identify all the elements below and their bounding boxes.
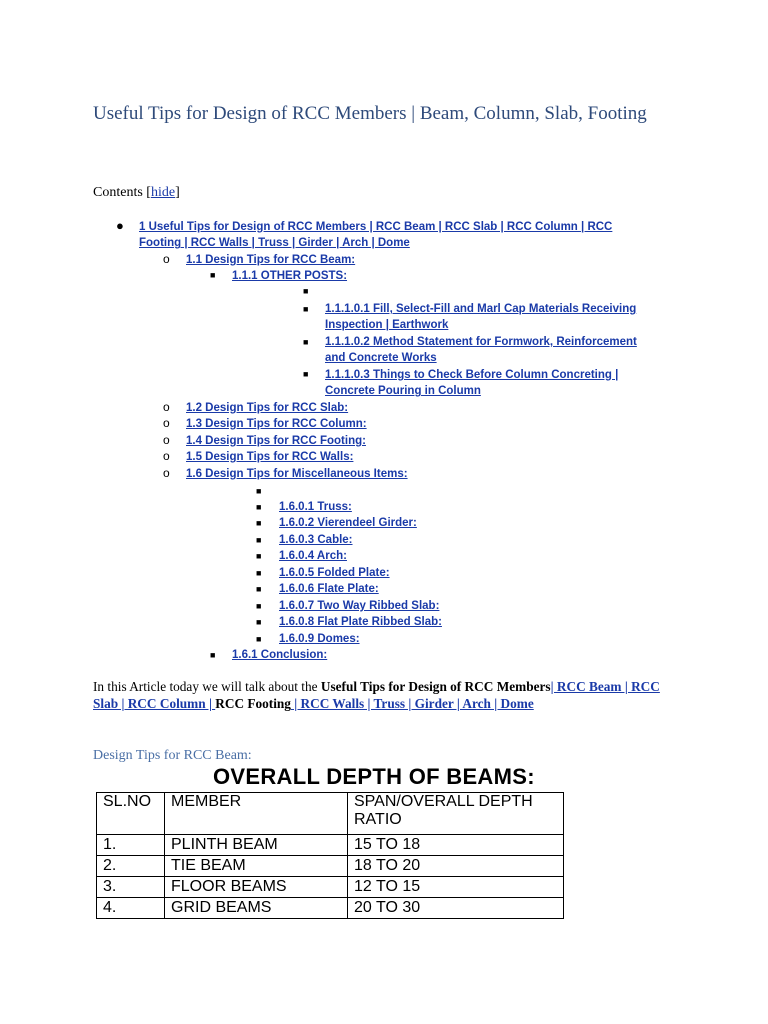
- toc-link-cont[interactable]: Inspection | Earthwork: [325, 319, 449, 332]
- square-bullet-icon: ■: [256, 584, 262, 594]
- toc-link[interactable]: 1.1.1.0.3 Things to Check Before Column Concreting |: [325, 369, 619, 381]
- toc-link[interactable]: 1.6.1 Conclusion:: [232, 649, 328, 661]
- toc-item[interactable]: [186, 416, 367, 432]
- square-bullet-icon: ■: [256, 518, 262, 528]
- table-cell: 18 TO 20: [348, 856, 564, 877]
- square-bullet-icon: ■: [256, 568, 262, 578]
- toc-item[interactable]: [186, 449, 353, 465]
- article-title: Useful Tips for Design of RCC Members | Beam, Column, Slab, Footing: [93, 103, 647, 124]
- square-bullet-icon: ■: [256, 617, 262, 627]
- table-header-cell: MEMBER: [165, 793, 348, 835]
- table-row: [97, 835, 564, 856]
- table-cell: 4.: [97, 898, 165, 919]
- toc-item[interactable]: [279, 499, 352, 515]
- toc-item[interactable]: [186, 433, 366, 449]
- toc-link[interactable]: 1.6.0.1 Truss:: [279, 501, 352, 513]
- intro-link-1[interactable]: | RCC Beam | RCC Slab | RCC Column |: [93, 679, 660, 711]
- intro-paragraph: [93, 679, 683, 712]
- square-bullet-icon: ■: [210, 650, 216, 660]
- section-heading: Design Tips for RCC Beam:: [93, 748, 252, 763]
- contents-label: Contents [: [93, 185, 151, 200]
- square-bullet-icon: ■: [256, 535, 262, 545]
- intro-bold-title: Useful Tips for Design of RCC Members: [320, 679, 551, 694]
- toc-link[interactable]: 1 Useful Tips for Design of RCC Members | RCC Beam | RCC Slab | RCC Column | RCC: [139, 221, 613, 233]
- toc-item[interactable]: [186, 400, 348, 416]
- toc-item[interactable]: [279, 515, 417, 531]
- table-cell: PLINTH BEAM: [165, 835, 348, 856]
- table-cell: 2.: [97, 856, 165, 877]
- toc-item[interactable]: [279, 581, 379, 597]
- toc-item[interactable]: [279, 532, 353, 548]
- table-row: [97, 877, 564, 898]
- toc-item[interactable]: [325, 334, 685, 367]
- circle-bullet-icon: o: [163, 466, 170, 480]
- toc-item[interactable]: [279, 631, 360, 647]
- table-row: [97, 856, 564, 877]
- toc-link[interactable]: 1.6 Design Tips for Miscellaneous Items:: [186, 468, 408, 480]
- toc-item[interactable]: [279, 548, 347, 564]
- toc-item[interactable]: [279, 598, 439, 614]
- table-title-suffix: :: [527, 764, 535, 789]
- disc-bullet-icon: ●: [116, 218, 124, 233]
- toc-link[interactable]: 1.6.0.8 Flat Plate Ribbed Slab:: [279, 616, 442, 628]
- square-bullet-icon: ■: [256, 551, 262, 561]
- toc-item[interactable]: [325, 367, 685, 400]
- intro-prefix: In this Article today we will talk about the: [93, 679, 321, 694]
- toc-link[interactable]: 1.6.0.6 Flate Plate:: [279, 583, 379, 595]
- square-bullet-icon: ■: [303, 304, 309, 314]
- table-header-cell: SPAN/OVERALL DEPTH RATIO: [348, 793, 564, 835]
- intro-link-2[interactable]: | RCC Walls | Truss | Girder | Arch | Dome: [290, 695, 534, 711]
- square-bullet-icon: ■: [303, 369, 309, 379]
- toc-link[interactable]: 1.1.1.0.1 Fill, Select-Fill and Marl Cap Materials Receiving: [325, 303, 637, 315]
- toc-item[interactable]: [325, 301, 685, 334]
- table-title-text: OVERALL DEPTH OF BEAMS: [213, 764, 528, 789]
- toc-item[interactable]: [232, 647, 327, 663]
- table-cell: FLOOR BEAMS: [165, 877, 348, 898]
- toc-link[interactable]: 1.4 Design Tips for RCC Footing:: [186, 435, 366, 447]
- table-cell: 12 TO 15: [348, 877, 564, 898]
- toc-item[interactable]: [186, 466, 408, 482]
- table-cell: 1.: [97, 835, 165, 856]
- toc-link[interactable]: 1.2 Design Tips for RCC Slab:: [186, 402, 349, 414]
- toc-link[interactable]: 1.6.0.3 Cable:: [279, 534, 353, 546]
- hide-toc-link[interactable]: hide: [150, 185, 176, 200]
- toc-link[interactable]: 1.1.1.0.2 Method Statement for Formwork, Reinforcement: [325, 336, 637, 348]
- toc-link[interactable]: 1.6.0.2 Vierendeel Girder:: [279, 517, 417, 529]
- square-bullet-icon: ■: [256, 502, 262, 512]
- circle-bullet-icon: o: [163, 433, 170, 447]
- toc-link[interactable]: 1.1 Design Tips for RCC Beam:: [186, 254, 356, 266]
- toc-item[interactable]: [186, 252, 355, 268]
- toc-link[interactable]: 1.1.1 OTHER POSTS:: [232, 270, 348, 282]
- toc-item[interactable]: [232, 268, 347, 284]
- toc-item[interactable]: [139, 219, 639, 252]
- table-of-contents-header: [93, 185, 180, 201]
- toc-link[interactable]: 1.6.0.7 Two Way Ribbed Slab:: [279, 600, 440, 612]
- circle-bullet-icon: o: [163, 449, 170, 463]
- square-bullet-icon: ■: [256, 634, 262, 644]
- table-row: [97, 898, 564, 919]
- toc-link[interactable]: 1.6.0.4 Arch:: [279, 550, 347, 562]
- circle-bullet-icon: o: [163, 252, 170, 266]
- table-cell: TIE BEAM: [165, 856, 348, 877]
- circle-bullet-icon: o: [163, 416, 170, 430]
- square-bullet-icon: ■: [303, 286, 309, 296]
- toc-link-cont[interactable]: Concrete Pouring in Column: [325, 385, 481, 398]
- square-bullet-icon: ■: [303, 337, 309, 347]
- table-cell: 20 TO 30: [348, 898, 564, 919]
- beam-depth-table: [96, 792, 564, 919]
- table-header-row: [97, 793, 564, 835]
- toc-link[interactable]: 1.6.0.5 Folded Plate:: [279, 567, 390, 579]
- table-title: [213, 764, 535, 790]
- toc-link-cont[interactable]: and Concrete Works: [325, 352, 437, 365]
- table-cell: 3.: [97, 877, 165, 898]
- toc-link-cont[interactable]: Footing | RCC Walls | Truss | Girder | Arch | Dome: [139, 237, 410, 250]
- intro-bold-footing: RCC Footing: [215, 695, 291, 711]
- square-bullet-icon: ■: [256, 601, 262, 611]
- square-bullet-icon: ■: [210, 270, 216, 280]
- table-cell: 15 TO 18: [348, 835, 564, 856]
- toc-link[interactable]: 1.3 Design Tips for RCC Column:: [186, 418, 367, 430]
- toc-item[interactable]: [279, 614, 442, 630]
- square-bullet-icon: ■: [256, 486, 262, 496]
- circle-bullet-icon: o: [163, 400, 170, 414]
- toc-link[interactable]: 1.6.0.9 Domes:: [279, 633, 360, 645]
- toc-link[interactable]: 1.5 Design Tips for RCC Walls:: [186, 451, 354, 463]
- table-cell: GRID BEAMS: [165, 898, 348, 919]
- contents-label-end: ]: [175, 185, 180, 200]
- table-header-cell: SL.NO: [97, 793, 165, 835]
- toc-item[interactable]: [279, 565, 390, 581]
